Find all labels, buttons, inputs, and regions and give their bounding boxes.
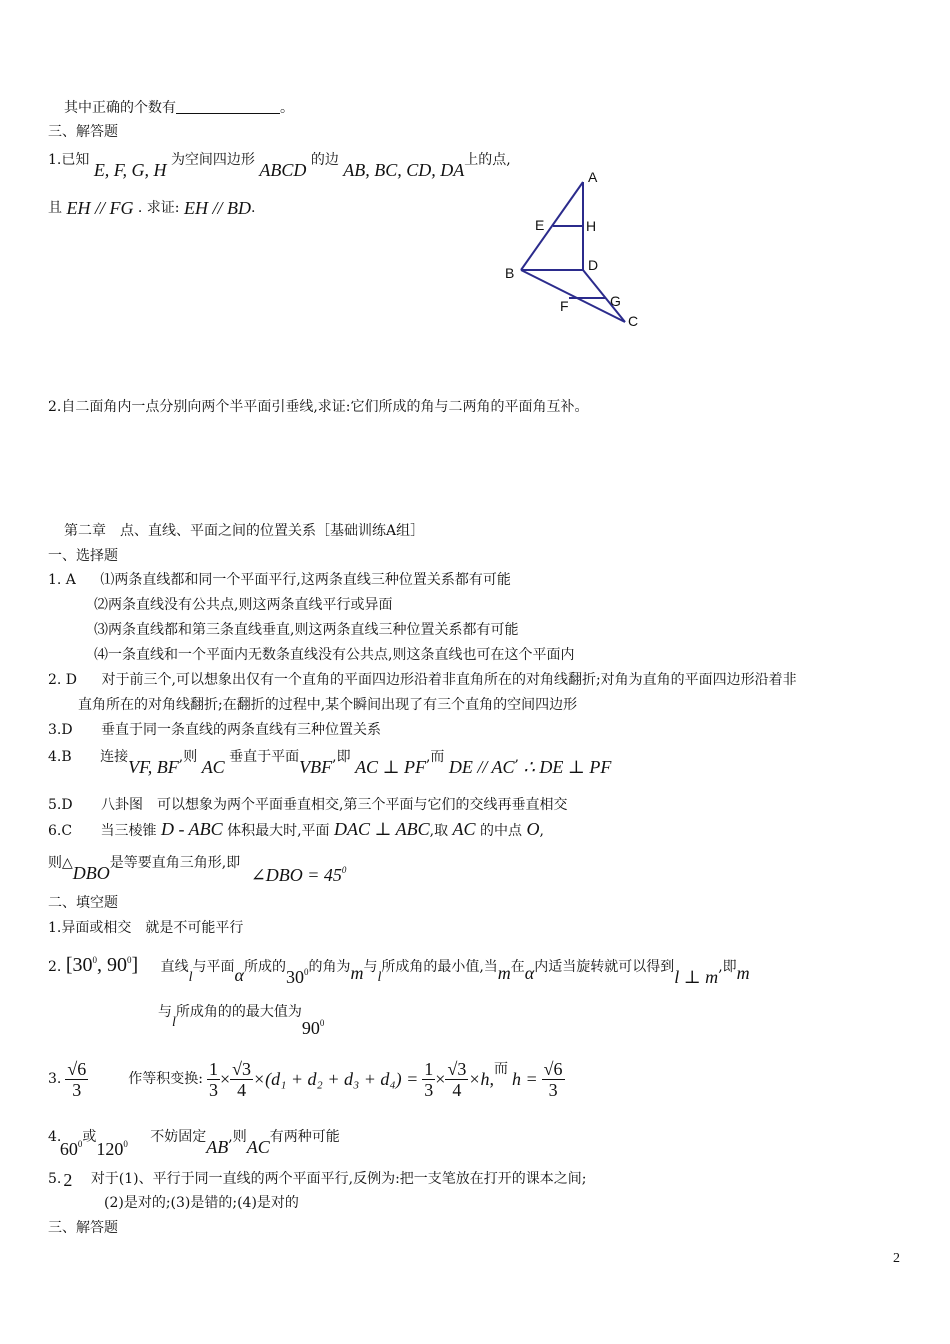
f5-label: 5. <box>48 1171 62 1187</box>
f3-answer-fraction <box>65 1059 88 1100</box>
f2-deg2: 0 <box>126 955 132 965</box>
mc-heading: 一、选择题 <box>48 548 118 564</box>
f1-text: 1.异面或相交 就是不可能平行 <box>48 920 244 936</box>
a6-m1: D - ABC <box>160 819 223 839</box>
q1-of: 的边 <box>310 152 339 168</box>
f2-30-deg: 0 <box>303 967 309 977</box>
f4-ac: AC <box>246 1137 270 1157</box>
a4-t4: ,即 <box>332 749 351 765</box>
a4-m6: ∴ DE ⊥ PF <box>523 757 612 777</box>
a4-line <box>48 745 611 781</box>
label-b: B <box>505 265 515 281</box>
f3-sum: ×(d₁ + d₂ + d₃ + d₄) = <box>253 1069 419 1089</box>
f3-h-den: 3 <box>548 1079 558 1100</box>
f2-alpha: α <box>234 965 244 985</box>
section3-heading: 三、解答题 <box>48 124 118 140</box>
quadrilateral-figure <box>495 162 655 337</box>
f4-120-num: 120 <box>96 1139 124 1159</box>
f3-er: 而 <box>493 1061 508 1077</box>
a1-line1 <box>48 570 511 590</box>
f3-frac-h <box>542 1059 565 1100</box>
f3-label: 3. <box>48 1071 62 1087</box>
label-e: E <box>535 217 545 233</box>
q1-points: 上的点, <box>464 152 511 168</box>
f4-120 <box>96 1139 128 1159</box>
q1-prove: EH // BD <box>183 198 251 218</box>
f4-line <box>48 1120 340 1159</box>
a6-line1 <box>48 819 544 841</box>
f2-t4: 的角为 <box>308 959 351 975</box>
count-line <box>64 98 294 118</box>
label-f: F <box>560 298 569 314</box>
label-g: G <box>610 293 621 309</box>
a4-m1: VF, BF <box>128 757 179 777</box>
f5-t2: (2)是对的;(3)是错的;(4)是对的 <box>104 1195 299 1211</box>
f3-four-2: 4 <box>452 1079 462 1100</box>
q2-text: 2.自二面角内一点分别向两个半平面引垂线,求证:它们所成的角与二两角的平面角互补。 <box>48 399 589 415</box>
f2-line1 <box>48 950 750 987</box>
a6-t1: 当三棱锥 <box>100 823 157 839</box>
f4-60-deg: 0 <box>77 1139 83 1149</box>
a4-t3: 垂直于平面 <box>229 749 300 765</box>
f3-frac-one-third-2 <box>422 1059 435 1100</box>
q1-abcd: ABCD <box>259 160 307 180</box>
f2-t9: ,即 <box>718 959 737 975</box>
a6-t2: 体积最大时,平面 <box>227 823 330 839</box>
chapter-title: 第二章 点、直线、平面之间的位置关系［基础训练A组］ <box>64 523 425 539</box>
f4-or: 或 <box>82 1129 97 1145</box>
a6-t7: 是等要直角三角形,即 <box>109 855 241 871</box>
f3-h: ×h, <box>468 1069 494 1089</box>
a6-line2 <box>48 846 347 885</box>
f4-t1: 不妨固定 <box>150 1129 207 1145</box>
a6-t5: , <box>539 823 544 839</box>
a6-angle: ∠DBO = 45 <box>250 865 342 885</box>
f2-t8: 内适当旋转就可以得到 <box>534 959 675 975</box>
f2-range-end: , 90 <box>96 954 127 976</box>
label-d: D <box>588 257 599 273</box>
f3-frac-sqrt3-4 <box>230 1059 253 1100</box>
q1-dot: . <box>250 200 256 216</box>
a4-label: 4.B <box>48 749 72 765</box>
a2-label: 2. D <box>48 672 78 688</box>
f3-t1: 作等积变换: <box>128 1071 203 1087</box>
f2-line2-with: 与 <box>158 1004 172 1020</box>
q1-edges: AB, BC, CD, DA <box>343 160 465 180</box>
a5-line <box>48 795 568 815</box>
f3-line <box>48 1054 565 1104</box>
f5-t1: 对于(1)、平行于同一直线的两个平面平行,反例为:把一支笔放在打开的课本之间; <box>90 1171 587 1187</box>
a1-label: 1. A <box>48 572 76 588</box>
label-a: A <box>588 169 598 185</box>
f3-sqrt3: √3 <box>232 1058 252 1079</box>
a1-item1: ⑴两条直线都和同一个平面平行,这两条直线三种位置关系都有可能 <box>100 572 511 588</box>
f2-t7: 在 <box>510 959 525 975</box>
f3-times: × <box>219 1069 231 1089</box>
f2-deg1: 0 <box>92 955 97 965</box>
a2-line1 <box>48 670 797 690</box>
a6-m6 <box>251 865 347 885</box>
a4-m2: AC <box>201 757 225 777</box>
f3-frac-one-third <box>207 1059 220 1100</box>
f2-t5: 与 <box>363 959 378 975</box>
f2-30 <box>286 967 309 987</box>
f2-90-deg: 0 <box>319 1018 325 1028</box>
f2-l2: l <box>377 970 382 985</box>
f3-sqrt3-2: √3 <box>447 1058 467 1079</box>
a1-item3: ⑶两条直线都和第三条直线垂直,则这两条直线三种位置关系都有可能 <box>94 622 519 638</box>
f2-alpha2: α <box>524 963 535 983</box>
f3-h-num: √6 <box>543 1058 563 1079</box>
f2-t2: 与平面 <box>192 959 235 975</box>
f4-t3: 有两种可能 <box>269 1129 340 1145</box>
a4-t6: , <box>514 749 520 765</box>
f2-t1: 直线 <box>160 959 189 975</box>
f4-120-deg: 0 <box>123 1139 128 1149</box>
f3-four: 4 <box>237 1079 247 1100</box>
a5-label: 5.D <box>48 797 73 813</box>
a6-m3: AC <box>452 819 476 839</box>
f2-m3: m <box>736 963 750 983</box>
a6-m5: DBO <box>72 863 110 883</box>
f2-l: l <box>188 970 193 985</box>
f5-num: 2 <box>63 1170 73 1190</box>
f3-three: 3 <box>208 1079 218 1100</box>
label-h: H <box>586 218 597 234</box>
f2-90 <box>302 1018 325 1038</box>
f2-label: 2. <box>48 959 62 975</box>
a1-item2: ⑵两条直线没有公共点,则这两条直线平行或异面 <box>94 597 393 613</box>
page-number: 2 <box>893 1251 900 1266</box>
section3-heading-2: 三、解答题 <box>48 1220 118 1236</box>
a6-t4: 的中点 <box>480 823 522 839</box>
f2-perp: l ⊥ m <box>674 967 719 987</box>
f4-label: 4. <box>48 1129 62 1145</box>
f2-m2: m <box>497 963 511 983</box>
f4-60-num: 60 <box>59 1139 78 1159</box>
a3-label: 3.D <box>48 722 73 738</box>
f2-90-num: 90 <box>301 1018 320 1038</box>
f3-one: 1 <box>208 1058 218 1079</box>
f2-m: m <box>350 963 364 983</box>
f3-times-2: × <box>435 1069 446 1089</box>
a3-line <box>48 720 381 740</box>
q1-given: EH // FG <box>66 198 134 218</box>
a1-item4: ⑷一条直线和一个平面内无数条直线没有公共点,则这条直线也可在这个平面内 <box>94 647 575 663</box>
q1-line2 <box>48 196 255 218</box>
a3-text: 垂直于同一条直线的两条直线有三种位置关系 <box>101 722 382 738</box>
a2-text1: 对于前三个,可以想象出仅有一个直角的平面四边形沿着非直角所在的对角线翻折;对角为直角的平面四边形沿着非 <box>101 672 797 688</box>
a6-m2: DAC ⊥ ABC <box>334 819 430 839</box>
f2-l3: l <box>172 1015 176 1030</box>
a6-label: 6.C <box>48 823 73 839</box>
a4-m5: DE // AC <box>448 757 515 777</box>
a4-m4: AC ⊥ PF <box>355 757 426 777</box>
count-suffix: 。 <box>280 100 294 116</box>
f4-t2: ,则 <box>228 1129 247 1145</box>
a6-t3: ,取 <box>429 823 449 839</box>
f2-range-start: [30 <box>65 954 93 976</box>
f2-line2-text: 所成角的的最大值为 <box>175 1004 302 1020</box>
f2-line2 <box>158 995 325 1038</box>
f2-range-close: ] <box>131 954 139 976</box>
q1-mid: 为空间四边形 <box>170 152 255 168</box>
fill-heading: 二、填空题 <box>48 895 118 911</box>
a4-t1: 连接 <box>100 749 129 765</box>
f3-three-2: 3 <box>424 1079 434 1100</box>
f2-range <box>66 954 138 976</box>
f2-t3: 所成的 <box>243 959 286 975</box>
a4-t2: ,则 <box>178 749 198 765</box>
f3-answer-num: √6 <box>67 1058 87 1079</box>
a6-m4: O <box>526 819 540 839</box>
f3-heq: h = <box>511 1069 538 1089</box>
a4-m3: VBF <box>299 757 333 777</box>
q1-and: 且 <box>48 200 62 216</box>
f2-t6: 所成角的最小值,当 <box>381 959 498 975</box>
a5-text: 八卦图 可以想象为两个平面垂直相交,第三个平面与它们的交线再垂直相交 <box>101 797 568 813</box>
f3-frac-sqrt3-4-2 <box>445 1059 468 1100</box>
f3-one-2: 1 <box>424 1058 434 1079</box>
a4-t5: ,而 <box>425 749 445 765</box>
f4-60 <box>60 1139 83 1159</box>
q1-line1 <box>48 148 511 182</box>
q1-efgh: E, F, G, H <box>93 160 167 180</box>
f2-30-num: 30 <box>285 967 304 987</box>
a2-text2: 直角所在的对角线翻折;在翻折的过程中,某个瞬间出现了有三个直角的空间四边形 <box>78 697 578 713</box>
q1-prove-label: . 求证: <box>137 200 180 216</box>
f5-line1 <box>48 1167 587 1189</box>
a6-t6: 则△ <box>48 855 73 871</box>
answer-blank <box>176 99 280 114</box>
label-c: C <box>628 313 639 329</box>
q1-label: 1.已知 <box>48 152 90 168</box>
f3-answer-den: 3 <box>72 1079 82 1100</box>
count-prefix: 其中正确的个数有 <box>64 100 176 116</box>
f4-ab: AB <box>206 1137 229 1157</box>
a6-degree: 0 <box>341 865 347 875</box>
